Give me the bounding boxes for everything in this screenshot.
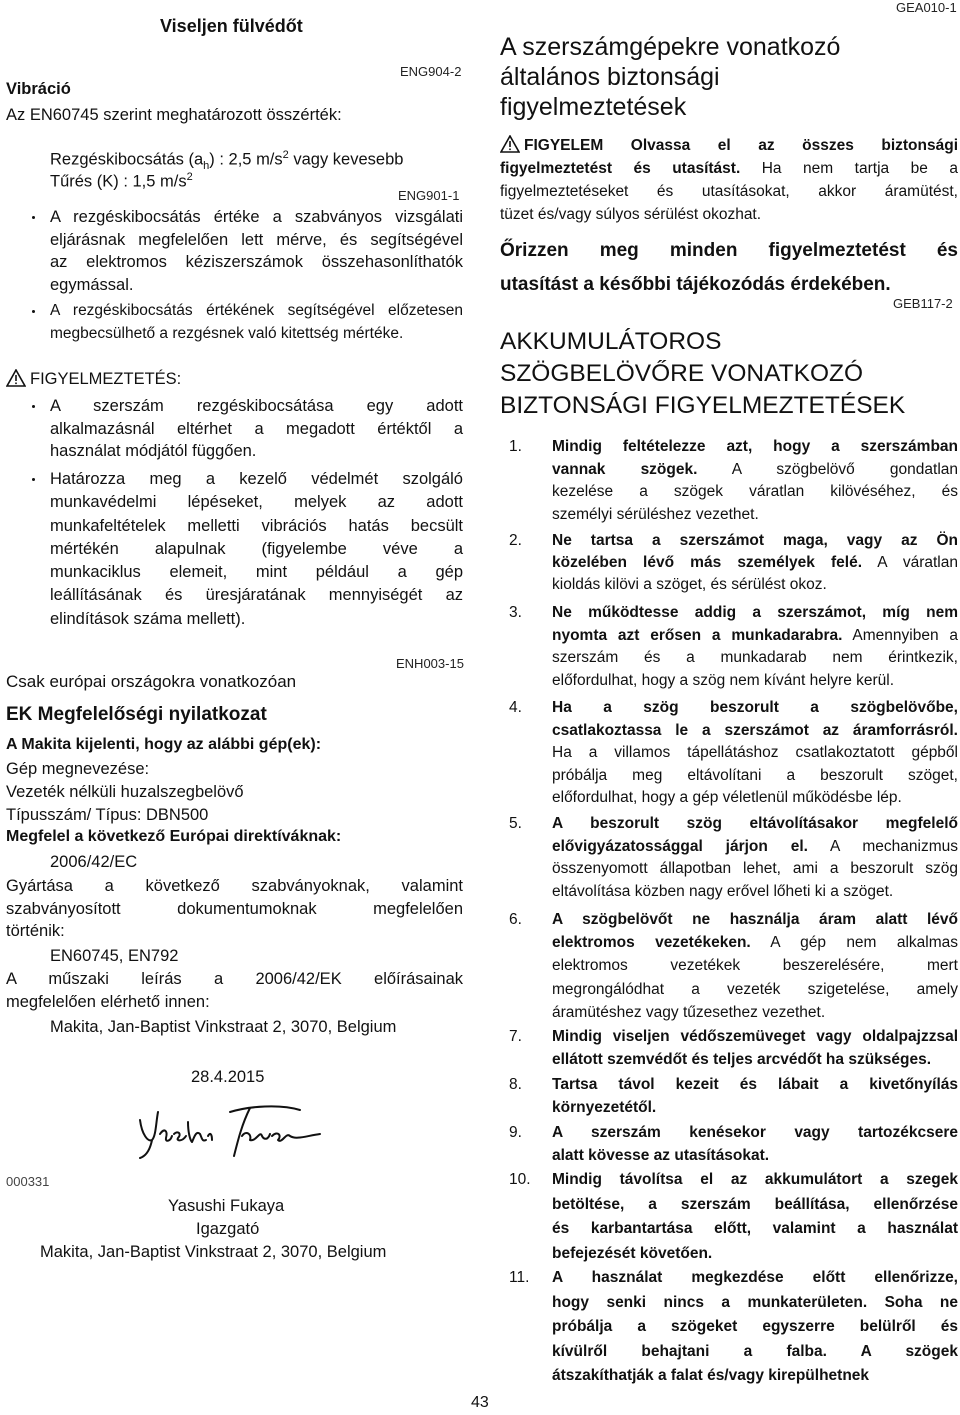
signer-title: Igazgató [196, 1220, 260, 1238]
ec-declaration-title: EK Megfelelőségi nyilatkozat [6, 704, 267, 725]
list-item-number: 5. [509, 815, 522, 832]
list-item: Ne tartsa a szerszámot maga, vagy az Ön közelében lévő más személyek felé. A váratlan kioldás kilövi a szöget, és sérülést okoz. [552, 532, 958, 593]
list-item: Ne működtesse addig a szerszámot, míg nem nyomta azt erősen a munkadarabra. Amennyiben a szerszám és a munkadarab nem érintkezik, előfordulhat, hogy a szög nem kívánt helyre kerül. [552, 604, 958, 689]
page-number: 43 [471, 1394, 489, 1411]
vibration-subheading: Az EN60745 szerint meghatározott összérték: [6, 106, 342, 124]
list-item: A használat megkezdése előtt ellenőrizze, hogy senki nincs a munkaterületen. Soha ne próbálja a szögeket egyszerre belülről és kívülről behajtani a falba. A szögek átszakíthatják a falat és/vagy kirepülhetnek [552, 1269, 958, 1384]
eu-only-label: Csak európai országokra vonatkozóan [6, 672, 297, 691]
list-item-number: 10. [509, 1171, 531, 1188]
keep-instructions: Őrizzen meg minden figyelmeztetést és utasítást a későbbi tájékozódás érdekében. [500, 240, 958, 295]
bullet-item: A rezgéskibocsátás értéke a szabványos vizsgálati eljárásnak megfelelően lett mérve, és segítségével az elektromos kéziszerszámok összehasonlíthatók egymással. [50, 206, 463, 296]
directive-value: 2006/42/EC [50, 853, 138, 871]
battery-nailer-safety-title: AKKUMULÁTOROS SZÖGBELÖVŐRE VONATKOZÓ BIZTONSÁGI FIGYELMEZTETÉSEK [500, 328, 906, 419]
tolerance-value: Tűrés (K) : 1,5 $m/s^2$ [50, 171, 193, 191]
machine-label: Gép megnevezése: [6, 760, 150, 778]
list-item-number: 8. [509, 1076, 522, 1093]
bullet-item: A rezgéskibocsátás értékének segítségével előzetesen megbecsülhető a rezgésnek való kitettség mértéke. [50, 300, 463, 345]
list-item: Mindig feltételezze azt, hogy a szerszámban vannak szögek. A szögbelövő gondatlan kezelése a szögek váratlan kilövéséhez, és személyi sérüléshez vezethet. [552, 438, 958, 523]
vibration-heading: Vibráció [6, 80, 71, 98]
section-code: ENG901-1 [398, 188, 460, 203]
general-warning: FIGYELEM Olvassa el az összes biztonsági figyelmeztetést és utasítást. Ha nem tartja be a figyelmeztetéseket és utasításokat, akkor áramütést, tüzet és/vagy súlyos sérülést okozhat. [500, 137, 958, 223]
warning-triangle-icon [6, 369, 26, 387]
list-item-number: 1. [509, 438, 522, 455]
list-item-number: 6. [509, 911, 522, 928]
list-item: A szögbelövőt ne használja áram alatt lévő elektromos vezetékeken. A gép nem alkalmas elektromos vezetékek beszerelésére, mert megrongálódhat a vezeték szigetelése, amely áramütéshez vagy tűzesethez vezethet. [552, 911, 958, 1021]
list-item: Tartsa távol kezeit és lábait a kivetőnyílás környezetétől. [552, 1076, 958, 1116]
list-item-number: 3. [509, 604, 522, 621]
list-item-number: 11. [509, 1269, 530, 1286]
signer-name: Yasushi Fukaya [168, 1197, 285, 1215]
signer-address: Makita, Jan-Baptist Vinkstraat 2, 3070, Belgium [40, 1243, 387, 1261]
model-number: Típusszám/ Típus: DBN500 [6, 806, 209, 824]
declares-label: A Makita kijelenti, hogy az alábbi gép(ek): [6, 736, 322, 753]
machine-name: Vezeték nélküli huzalszegbelövő [6, 783, 244, 801]
section-code: GEA010-1 [896, 0, 957, 15]
list-item: Ha a szög beszorult a szögbelövőbe, csatlakoztassa le a szerszámot az áramforrásról. Ha a villamos tápellátáshoz csatlakoztatott gépből próbálja meg eltávolítani a beszorult szöget, előfordulhat, hogy a gép véletlenül működésbe lép. [552, 699, 958, 806]
list-item: Mindig távolítsa el az akkumulátort a szegek betöltése, a szerszám beállítása, ellenőrzése és karbantartása előtt, valamint a használat befejezését követően. [552, 1171, 958, 1262]
section-code: ENG904-2 [400, 64, 462, 79]
warning-bullet-item: A szerszám rezgéskibocsátása egy adott alkalmazásnál eltérhet a megadott értéktől a használat módjától függően. [50, 395, 463, 463]
standards-text: Gyártása a következő szabványoknak, valamint szabványosított dokumentumoknak megfelelően történik: [6, 877, 463, 940]
section-title: Viseljen fülvédőt [160, 16, 303, 36]
directives-label: Megfelel a következő Európai direktíváknak: [6, 828, 342, 845]
emission-value: Rezgéskibocsátás $(a_h)$ : 2,5 $m/s^2$ vagy kevesebb [50, 149, 404, 172]
list-item: A szerszám kenésekor vagy tartozékcsere alatt kövesse az utasításokat. [552, 1124, 958, 1164]
list-item: A beszorult szög eltávolításakor megfelelő elővigyázatossággal járjon el. A mechanizmus összenyomott állapotban lehet, ami a beszorult szög eltávolítása közben nagy erővel lőheti ki a szöget. [552, 815, 958, 900]
list-item-number: 9. [509, 1124, 522, 1141]
list-item: Mindig viseljen védőszemüveget vagy oldalpajzzsal ellátott szemvédőt és teljes arcvédőt ha szükséges. [552, 1028, 958, 1068]
left-column [0, 0, 470, 1415]
warning-heading: FIGYELMEZTETÉS: [6, 369, 181, 389]
standards-value: EN60745, EN792 [50, 947, 179, 965]
warning-triangle-icon [500, 135, 520, 153]
section-code: GEB117-2 [893, 296, 953, 311]
section-code: ENH003-15 [396, 656, 464, 671]
list-item-number: 2. [509, 532, 522, 549]
list-item-number: 7. [509, 1028, 522, 1045]
warning-bullet-item: Határozza meg a kezelő védelmét szolgáló munkavédelmi lépéseket, melyek az adott munkafeltételek melletti vibrációs hatás becsült mértékén alapulnak (figyelembe véve a munkaciklus elemeit, mint például a gép leállításának és üresjáratának mennyiségét az elindítások száma mellett). [50, 468, 463, 631]
signature [130, 1100, 330, 1162]
declaration-date: 28.4.2015 [191, 1068, 265, 1086]
tech-file-text: A műszaki leírás a 2006/42/EK előírásainak megfelelően elérhető innen: [6, 970, 463, 1011]
document-code: 000331 [6, 1174, 50, 1189]
tech-file-address: Makita, Jan-Baptist Vinkstraat 2, 3070, Belgium [50, 1018, 397, 1036]
general-safety-title: A szerszámgépekre vonatkozó általános biztonsági figyelmeztetések [500, 33, 841, 121]
list-item-number: 4. [509, 699, 522, 716]
